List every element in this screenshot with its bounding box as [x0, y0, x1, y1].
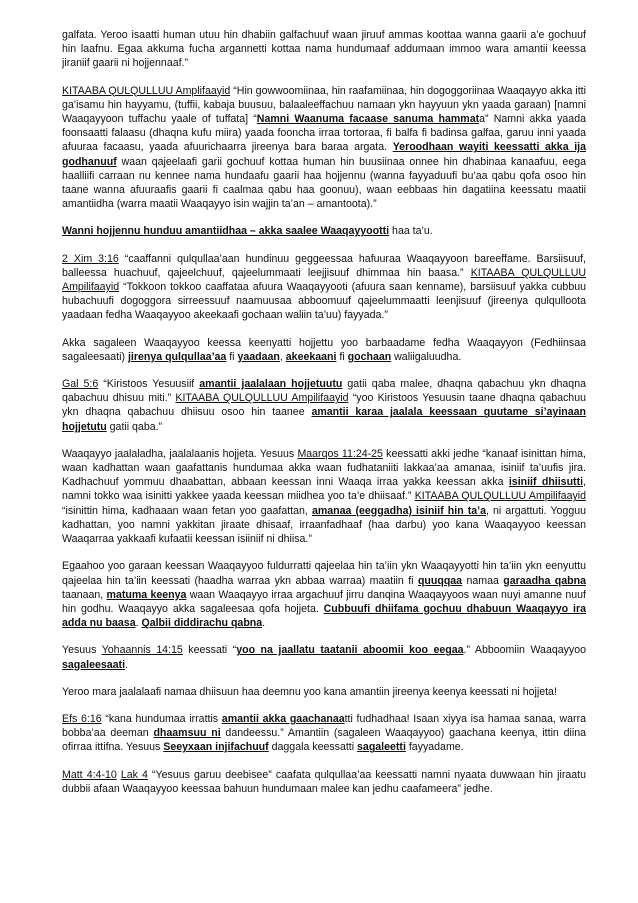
paragraph-6: Gal 5:6 “Kiristoos Yesuusiif amantii jaalalaan hojjetuutu gatii qaba malee, dhaqna qabachuu ykn dhaqna qabachuu dhisuu miti.” KITAABA QULQULLUU Ampilifaayid “yoo Kiristoos Yesuusin taane dhaqna qabachuu ykn dhaqna qabachuu dhiisuu osoo hin taanee amantii karaa jaalala keessaan guutame si’ayinaan hojjetutu gatii qaba.” [62, 378, 586, 433]
emphasis: amantii karaa jaalala keessaan guutame si’ayinaan hojjetutu [62, 406, 586, 433]
paragraph-11: Efs 6:16 “kana hundumaa irrattis amantii akka gaachanaatti fudhadhaa! Isaan xiyya isa hamaa sanaa, warra bobba’aa deeman dhaamsuu ni dandeessu.” Amantiin (sagaleen Waaqayyoo) gaachana keenya, ittin diina ofirraa ittifna. Yesuus Seeyxaan injifachuuf daggala keessatti sagaleetti fayyadame. [62, 712, 586, 754]
paragraph-5: Akka sagaleen Waaqayyoo keessa keenyatti hojjettu yoo barbaadame fedha Waaqayyon (Fedhiinsaa sagaleesaati) jirenya qulqullaa’aa fi yaadaan, akeekaani fi gochaan waliigaluudha. [62, 336, 586, 363]
emphasis: sagaleetti [357, 741, 406, 754]
emphasis: Cubbuufi dhiifama gochuu dhabuun Waaqayyo ira adda nu baasa [62, 602, 586, 630]
emphasis: Qalbii diddirachu qabna [141, 617, 263, 630]
emphasis: gochaan [347, 350, 392, 363]
paragraph-1: galfata. Yeroo isaatti human utuu hin dhabiin galfachuuf waan jiruuf ammas koottaa wanna gaarii a’e gochuuf hin laafnu. Egaa akkuma fucha argannetti kottaa nama hundumaaf addumaan immoo wara amantii keessa jiraniif gaarii ni hojjennaaf.” [62, 29, 586, 70]
emphasis: matuma keenya [106, 588, 187, 601]
paragraph-10: Yeroo mara jaalalaafi namaa dhiisuun haa deemnu yoo kana amantiin jireenya keenya keessati ni hojjeta! [62, 685, 557, 698]
emphasis: yoo na jaallatu taatanii aboomii koo eegaa [236, 644, 464, 657]
paragraph-2: KITAABA QULQULLUU Amplifaayid “Hin gowwoomiinaa, hin raafamiinaa, hin dogoggoriinaa Waaqayyo akka itti ga’isamu hin hayyamu, (tuffii, kabaja buusuu, balaaleeffachuu namaan ykn hayyuun ykn yaada garaan) [namni Waaqayyoon tuffachu yaale of tuffata] “Namni Waanuma facaase sanuma hammata” Namni akka yaada foonsaatti falaasu (dhaqna kufu miira) yaada fooncha irraa tortoraa, fi balfa fi badinsa galfaa, garuu inni yaada afuuraa facaasu, yaada afuurichaarra jireenya bara baraa argata. Yeroodhaan wayiti keessatti akka ija godhanuuf waan qajeelaafi garii gochuuf kottaa human hin buusiinaa onnee hin dhabinaa kanaafuu, eega haalliifi carraan nu kennee nama hundaafu gaarii haa hojjennu (wanna fayyaduufi bu’aa qabu qofa osoo hin taane wanna afuuraafis gaarii fi caalmaa qabu haa goonuu), waan eebbaas hin dagatiina keessatu maatii amantiidha (warra maatii Waaqayyo isin wajjin ta’an – amantoota).” [62, 84, 586, 211]
emphasis: Yeroodhaan wayiti keessatti akka ija godhanuuf [62, 141, 586, 168]
emphasis: quuqqaa [417, 574, 463, 587]
emphasis: sagaleesaati [62, 658, 126, 671]
emphasis: garaadha qabna [503, 574, 587, 587]
emphasis: yaadaan [237, 350, 280, 363]
emphasis: amantii jaalalaan hojjetuutu [199, 378, 343, 391]
emphasis: amanaa (eeggadha) isiniif hin ta’a [311, 504, 487, 517]
bible-reference: Yohaannis 14:15 [101, 644, 183, 657]
bible-reference: Lak 4 [120, 768, 148, 781]
emphasis: akeekaani [285, 350, 337, 363]
bible-reference: KITAABA QULQULLUU Ampilifaayid [175, 392, 349, 405]
section-heading: Wanni hojjennu hunduu amantiidhaa – akka saalee Waaqayyootti haa ta’u. [62, 225, 433, 238]
emphasis: Seeyxaan injifachuuf [163, 741, 269, 754]
bible-reference: KITAABA QULQULLUU Ampilifaayid [414, 490, 587, 503]
bible-reference: 2 Xim 3:16 [62, 252, 119, 265]
paragraph-8: Egaahoo yoo garaan keessan Waaqayyoo fuldurratti qajeelaa hin ta’iin ykn Waaqayyotti hin ta’iin ykn eenyuttu qajeelaa hin ta’iin keessati (haadha warraa ykn abbaa warraa) maatiin fi quuqqaa namaa garaadha qabna taanaan, matuma keenya waan Waaqayyo irraa argachuuf jirru danqina Waaqayyoos waan nuyi amanne nuuf hin godhu. Waaqayyo akka sagaleesaa qofa hojjeta. Cubbuufi dhiifama gochuu dhabuun Waaqayyo ira adda nu baasa. Qalbii diddirachu qabna. [62, 560, 587, 630]
bible-reference: Maarqos 11:24-25 [297, 447, 383, 460]
emphasis: dhaamsuu ni [153, 727, 221, 740]
paragraph-4: 2 Xim 3:16 “caaffanni qulqullaa’aan hundinuu geggeessaa hafuuraa Waaqayyoon bareeffame. Barsiisuuf, balleessa huachuuf, qajeelchuuf, qajeelummaati leejjisuuf dhimmaa hin baasa.” KITAABA QULQULLUU Ampilifaayid “Tokkoon tokkoo caaffataa afuura Waaqayyooti (afuura saan kenname), barsiisuuf yakka cubbuu hubachuufi dogoggora sirreessuuf naamuusaa abboomuuf qajeelummaatti leenjisuuf (jireenya qulqulloota yaadaan fedha Waaqayyoo akeekaafi gochaan waliin ta’uu) fayyada.” [62, 252, 586, 322]
emphasis: Namni Waanuma facaase sanuma hammat [256, 113, 480, 126]
bible-reference: Matt 4:4-10 [62, 768, 117, 781]
bible-reference: Efs 6:16 [62, 712, 102, 725]
paragraph-12: Matt 4:4-10 Lak 4 “Yesuus garuu deebisee” caafata qulqullaa’aa keessatti namni nyaata duwwaan hin jiraatu dubbii afaan Waaqayyoo keessaa bahuun hundumaan malee kan jedhu caafameera” jedhe. [62, 768, 587, 795]
paragraph-9: Yesuus Yohaannis 14:15 keessati “yoo na jaallatu taatanii aboomii koo eegaa.” Abboomiin Waaqayyoo sagaleesaati. [62, 644, 586, 671]
emphasis: jirenya qulqullaa’aa [127, 350, 227, 363]
emphasis: isiniif dhiisutti [508, 476, 584, 489]
paragraph-7: Waaqayyo jaalaladha, jaalalaanis hojjeta. Yesuus Maarqos 11:24-25 keessatti akki jedhe “kanaaf isinittan hima, waan kadhattan waan gaafattanis hundumaa akka waan fudhataniiti lakkaa’aa amanaa, isiniif ta’uufis jira. Kadhachuuf yommuu dhaabattan, abbaan keessan inni Waaqa irraa yakka keessan akka isiniif dhiisutti, namni tokko waa isinitti yakkee yaada keessan miidhea yoo ta’e dhiisaaf.” KITAABA QULQULLUU Ampilifaayid “isinittin hima, kadhaaan waan fetan yoo gaafattan, amanaa (eeggadha) isiniif hin ta’a, ni argattuti. Yogguu kadhattan, yoo namni yakkitan jiraate dhisaaf, irraanfadhaaf (haa darbu) yoo kana Waaqayyoo keessan Waaqarraa yakkaafi kufaatii keessan isiiniif ni dhiisa.” [62, 447, 587, 546]
bible-reference: Gal 5:6 [62, 378, 99, 391]
heading-text: Wanni hojjennu hunduu amantiidhaa – akka saalee Waaqayyootti [62, 225, 390, 238]
bible-reference: KITAABA QULQULLUU Ampilifaayid [62, 266, 586, 294]
emphasis: amantii akka gaachanaa [221, 712, 345, 725]
bible-reference: KITAABA QULQULLUU Amplifaayid [62, 84, 231, 97]
